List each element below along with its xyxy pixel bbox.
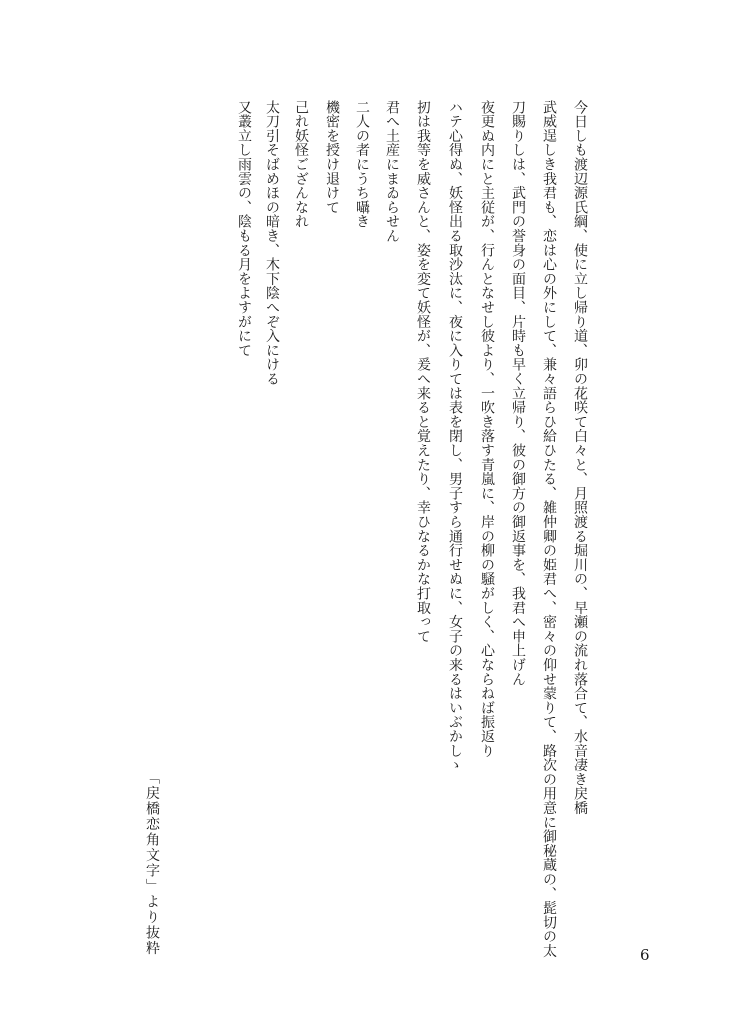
text-column-3: 刀賜りしは、武門の誉身の面目、片時も早く立帰り、彼の御方の御返事を、我君へ申上げん (510, 100, 526, 687)
page-number: 6 (640, 946, 650, 964)
text-column-12: 又叢立し雨雲の、陰もる月をよすがにて (236, 100, 252, 358)
text-column-5: ハテ心得ぬ、妖怪出る取沙汰に、夜に入りては表を閉し、男子すら通行せぬに、女子の来るはいぶかしゝ (447, 100, 463, 773)
text-column-10: 己れ妖怪ござんなれ (293, 100, 309, 229)
text-column-2: 武威逞しき我君も、恋は心の外にして、兼々語らひ給ひたる、雑仲卿の姫君へ、密々の仰せ蒙りて、路次の用意に御秘蔵の、髭切の太 (541, 100, 557, 958)
text-column-6: 扨は我等を威さんと、姿を変て妖怪が、爰へ来ると覚えたり、幸ひなるかな打取って (415, 100, 431, 644)
source-attribution: 「戻橋恋角文字」より抜粋 (144, 770, 160, 956)
text-column-4: 夜更ぬ内にと主従が、行んとなせし彼より、一吹き落す青嵐に、岸の柳の騒がしく、心ならねば振返り (479, 100, 495, 758)
text-column-9: 機密を授け退けて (324, 100, 340, 215)
text-column-7: 君へ土産にまゐらせん (384, 100, 400, 243)
text-column-11: 太刀引そばめほの暗き、木下陰へぞ入にける (264, 100, 280, 386)
text-column-8: 二人の者にうち囁き (354, 100, 370, 229)
text-column-1: 今日しも渡辺源氏綱、使に立し帰り道、卯の花咲て白々と、月照渡る堀川の、早瀬の流れ落合て、水音凄き戻橋 (572, 100, 588, 815)
